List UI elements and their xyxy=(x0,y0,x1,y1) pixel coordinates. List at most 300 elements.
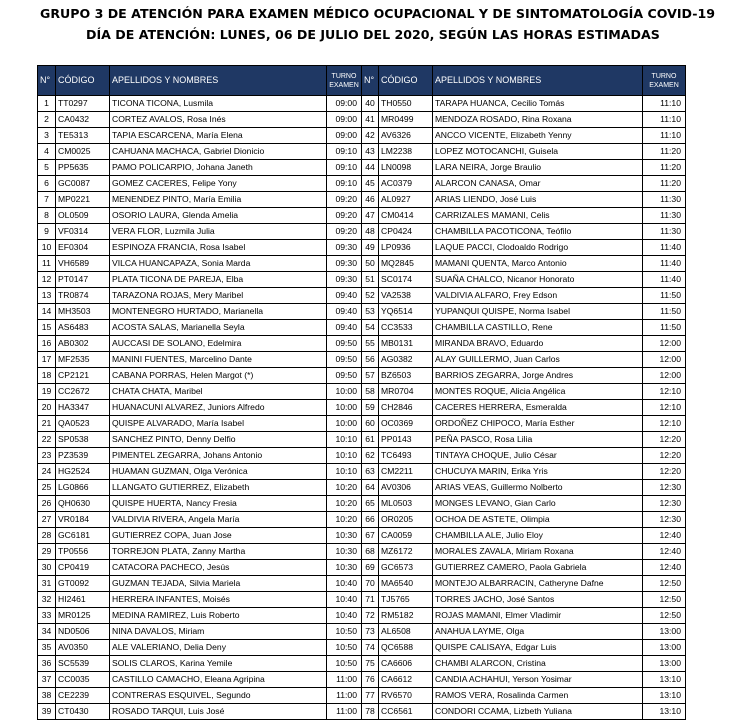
row-number: 16 xyxy=(38,336,56,352)
row-nombre: CORTEZ AVALOS, Rosa Inés xyxy=(110,112,327,128)
row-number: 11 xyxy=(38,256,56,272)
table-row xyxy=(38,544,686,560)
row-nombre: CASTILLO CAMACHO, Eleana Agripina xyxy=(110,672,327,688)
row-turno-right: 11:30 xyxy=(643,208,686,224)
row-codigo-right: CC3533 xyxy=(379,320,433,336)
row-number-right: 44 xyxy=(362,160,379,176)
row-nombre-right: MONGES LEVANO, Gian Carlo xyxy=(433,496,643,512)
row-nombre-right: MAMANI QUENTA, Marco Antonio xyxy=(433,256,643,272)
row-number-right: 53 xyxy=(362,304,379,320)
row-turno-right: 12:30 xyxy=(643,512,686,528)
row-nombre-right: ANAHUA LAYME, Olga xyxy=(433,624,643,640)
row-nombre: PLATA TICONA DE PAREJA, Elba xyxy=(110,272,327,288)
row-turno-right: 12:10 xyxy=(643,384,686,400)
row-number-right: 67 xyxy=(362,528,379,544)
row-number-right: 75 xyxy=(362,656,379,672)
row-turno-right: 13:00 xyxy=(643,640,686,656)
row-nombre: PAMO POLICARPIO, Johana Janeth xyxy=(110,160,327,176)
row-turno-right: 12:00 xyxy=(643,352,686,368)
row-turno: 09:40 xyxy=(327,288,362,304)
row-codigo: EF0304 xyxy=(56,240,110,256)
row-nombre: PIMENTEL ZEGARRA, Johans Antonio xyxy=(110,448,327,464)
row-turno: 09:40 xyxy=(327,320,362,336)
row-nombre-right: ARIAS LIENDO, José Luis xyxy=(433,192,643,208)
row-number: 15 xyxy=(38,320,56,336)
row-turno: 09:10 xyxy=(327,176,362,192)
row-codigo: CA0432 xyxy=(56,112,110,128)
table-row xyxy=(38,464,686,480)
row-codigo-right: RV6570 xyxy=(379,688,433,704)
table-row xyxy=(38,704,686,720)
row-codigo: HA3347 xyxy=(56,400,110,416)
row-turno-right: 11:50 xyxy=(643,288,686,304)
row-turno-right: 11:10 xyxy=(643,112,686,128)
row-nombre-right: QUISPE CALISAYA, Edgar Luis xyxy=(433,640,643,656)
row-codigo: TP0556 xyxy=(56,544,110,560)
row-number: 2 xyxy=(38,112,56,128)
row-codigo: PT0147 xyxy=(56,272,110,288)
row-turno: 09:10 xyxy=(327,160,362,176)
row-number-right: 76 xyxy=(362,672,379,688)
row-codigo-right: MQ2845 xyxy=(379,256,433,272)
row-codigo-right: AG0382 xyxy=(379,352,433,368)
table-row xyxy=(38,384,686,400)
row-number: 1 xyxy=(38,96,56,112)
row-number-right: 43 xyxy=(362,144,379,160)
row-codigo: VH6589 xyxy=(56,256,110,272)
table-row xyxy=(38,224,686,240)
row-turno: 10:50 xyxy=(327,656,362,672)
row-codigo: GC0087 xyxy=(56,176,110,192)
row-nombre-right: MORALES ZAVALA, Miriam Roxana xyxy=(433,544,643,560)
row-number-right: 62 xyxy=(362,448,379,464)
row-nombre-right: GUTIERREZ CAMERO, Paola Gabriela xyxy=(433,560,643,576)
row-turno-right: 12:40 xyxy=(643,560,686,576)
row-nombre: VALDIVIA RIVERA, Angela María xyxy=(110,512,327,528)
row-turno-right: 12:40 xyxy=(643,544,686,560)
row-nombre: TICONA TICONA, Lusmila xyxy=(110,96,327,112)
table-row xyxy=(38,624,686,640)
row-turno-right: 11:40 xyxy=(643,272,686,288)
row-codigo-right: TC6493 xyxy=(379,448,433,464)
table-row xyxy=(38,96,686,112)
row-number-right: 78 xyxy=(362,704,379,720)
table-row xyxy=(38,352,686,368)
row-number-right: 56 xyxy=(362,352,379,368)
row-number-right: 50 xyxy=(362,256,379,272)
row-nombre: QUISPE HUERTA, Nancy Fresia xyxy=(110,496,327,512)
row-codigo: PZ3539 xyxy=(56,448,110,464)
row-number-right: 60 xyxy=(362,416,379,432)
row-codigo-right: CA6606 xyxy=(379,656,433,672)
row-turno: 09:50 xyxy=(327,368,362,384)
row-number-right: 65 xyxy=(362,496,379,512)
row-number: 26 xyxy=(38,496,56,512)
row-nombre: CAHUANA MACHACA, Gabriel Dionicio xyxy=(110,144,327,160)
row-nombre-right: CONDORI CCAMA, Lizbeth Yuliana xyxy=(433,704,643,720)
table-row xyxy=(38,400,686,416)
row-nombre-right: ALAY GUILLERMO, Juan Carlos xyxy=(433,352,643,368)
row-nombre: AUCCASI DE SOLANO, Edelmira xyxy=(110,336,327,352)
row-turno: 09:00 xyxy=(327,128,362,144)
row-codigo-right: CA6612 xyxy=(379,672,433,688)
row-turno-right: 12:40 xyxy=(643,528,686,544)
row-nombre-right: MONTEJO ALBARRACIN, Catheryne Dafne xyxy=(433,576,643,592)
row-turno: 09:30 xyxy=(327,240,362,256)
row-number-right: 66 xyxy=(362,512,379,528)
row-codigo-right: CC6561 xyxy=(379,704,433,720)
row-turno-right: 12:50 xyxy=(643,608,686,624)
row-turno-right: 13:10 xyxy=(643,704,686,720)
row-nombre-right: OCHOA DE ASTETE, Olimpia xyxy=(433,512,643,528)
row-number: 32 xyxy=(38,592,56,608)
row-turno: 10:00 xyxy=(327,400,362,416)
row-number: 35 xyxy=(38,640,56,656)
row-number: 22 xyxy=(38,432,56,448)
row-turno: 10:30 xyxy=(327,544,362,560)
row-nombre: HUANACUNI ALVAREZ, Juniors Alfredo xyxy=(110,400,327,416)
row-codigo: GC6181 xyxy=(56,528,110,544)
row-turno-right: 12:10 xyxy=(643,400,686,416)
table-row xyxy=(38,208,686,224)
row-codigo: MF2535 xyxy=(56,352,110,368)
row-nombre: TORREJON PLATA, Zanny Martha xyxy=(110,544,327,560)
row-nombre-right: VALDIVIA ALFARO, Frey Edson xyxy=(433,288,643,304)
table-row xyxy=(38,176,686,192)
row-turno: 09:40 xyxy=(327,304,362,320)
row-codigo-right: LM2238 xyxy=(379,144,433,160)
row-codigo-right: PP0143 xyxy=(379,432,433,448)
header-num: N° xyxy=(38,66,56,96)
row-codigo-right: SC0174 xyxy=(379,272,433,288)
row-turno-right: 13:10 xyxy=(643,688,686,704)
row-nombre: VILCA HUANCAPAZA, Sonia Marda xyxy=(110,256,327,272)
row-nombre: SOLIS CLAROS, Karina Yemile xyxy=(110,656,327,672)
row-number-right: 45 xyxy=(362,176,379,192)
row-turno: 10:20 xyxy=(327,496,362,512)
row-codigo-right: CP0424 xyxy=(379,224,433,240)
row-number-right: 58 xyxy=(362,384,379,400)
row-nombre-right: CHAMBILLA PACOTICONA, Teófilo xyxy=(433,224,643,240)
row-nombre: OSORIO LAURA, Glenda Amelia xyxy=(110,208,327,224)
row-nombre: SANCHEZ PINTO, Denny Delfio xyxy=(110,432,327,448)
row-turno: 10:50 xyxy=(327,640,362,656)
row-turno: 11:00 xyxy=(327,672,362,688)
row-codigo-right: AV6326 xyxy=(379,128,433,144)
row-codigo: MR0125 xyxy=(56,608,110,624)
row-turno-right: 11:20 xyxy=(643,144,686,160)
row-codigo-right: RM5182 xyxy=(379,608,433,624)
header-turno-right xyxy=(643,66,686,96)
row-number: 24 xyxy=(38,464,56,480)
row-turno-right: 11:40 xyxy=(643,256,686,272)
row-codigo-right: VA2538 xyxy=(379,288,433,304)
row-nombre: GUTIERREZ COPA, Juan Jose xyxy=(110,528,327,544)
row-nombre-right: LOPEZ MOTOCANCHI, Guisela xyxy=(433,144,643,160)
row-number: 31 xyxy=(38,576,56,592)
row-codigo: TT0297 xyxy=(56,96,110,112)
row-turno-right: 11:50 xyxy=(643,320,686,336)
row-turno: 10:00 xyxy=(327,384,362,400)
table-row xyxy=(38,336,686,352)
row-nombre: TAPIA ESCARCENA, María Elena xyxy=(110,128,327,144)
row-number: 25 xyxy=(38,480,56,496)
row-nombre: CHATA CHATA, Maribel xyxy=(110,384,327,400)
row-nombre: ACOSTA SALAS, Marianella Seyla xyxy=(110,320,327,336)
row-number: 9 xyxy=(38,224,56,240)
table-row xyxy=(38,656,686,672)
row-number: 17 xyxy=(38,352,56,368)
row-nombre-right: SUAÑA CHALCO, Nicanor Honorato xyxy=(433,272,643,288)
table-row xyxy=(38,368,686,384)
table-row xyxy=(38,320,686,336)
row-nombre-right: BARRIOS ZEGARRA, Jorge Andres xyxy=(433,368,643,384)
row-turno: 11:00 xyxy=(327,704,362,720)
row-nombre-right: CHUCUYA MARIN, Erika Yris xyxy=(433,464,643,480)
row-turno: 09:50 xyxy=(327,352,362,368)
row-codigo: CC0035 xyxy=(56,672,110,688)
table-row xyxy=(38,528,686,544)
row-nombre: QUISPE ALVARADO, María Isabel xyxy=(110,416,327,432)
row-nombre: TARAZONA ROJAS, Mery Maribel xyxy=(110,288,327,304)
row-turno: 09:30 xyxy=(327,272,362,288)
row-nombre-right: ARIAS VEAS, Guillermo Nolberto xyxy=(433,480,643,496)
header-nombres: APELLIDOS Y NOMBRES xyxy=(110,66,327,96)
row-codigo-right: MR0704 xyxy=(379,384,433,400)
table-row xyxy=(38,192,686,208)
row-nombre-right: ROJAS MAMANI, Elmer Vladimir xyxy=(433,608,643,624)
row-nombre-right: CARRIZALES MAMANI, Celis xyxy=(433,208,643,224)
row-number: 8 xyxy=(38,208,56,224)
row-turno-right: 11:10 xyxy=(643,128,686,144)
row-turno-right: 12:30 xyxy=(643,496,686,512)
row-nombre: LLANGATO GUTIERREZ, Elizabeth xyxy=(110,480,327,496)
header-turno-right-line1: TURNO xyxy=(651,72,677,80)
row-number-right: 42 xyxy=(362,128,379,144)
row-codigo-right: TJ5765 xyxy=(379,592,433,608)
row-codigo: MH3503 xyxy=(56,304,110,320)
row-number-right: 77 xyxy=(362,688,379,704)
table-row xyxy=(38,288,686,304)
row-codigo: VF0314 xyxy=(56,224,110,240)
row-turno: 10:20 xyxy=(327,480,362,496)
row-nombre: HUAMAN GUZMAN, Olga Verónica xyxy=(110,464,327,480)
row-turno: 10:30 xyxy=(327,528,362,544)
row-nombre-right: TARAPA HUANCA, Cecilio Tomás xyxy=(433,96,643,112)
row-turno: 10:50 xyxy=(327,624,362,640)
table-row xyxy=(38,592,686,608)
row-turno: 09:00 xyxy=(327,96,362,112)
row-turno-right: 13:10 xyxy=(643,672,686,688)
row-turno-right: 11:20 xyxy=(643,160,686,176)
row-nombre-right: ORDOÑEZ CHIPOCO, María Esther xyxy=(433,416,643,432)
row-nombre: VERA FLOR, Luzmila Julia xyxy=(110,224,327,240)
row-number-right: 55 xyxy=(362,336,379,352)
row-number: 4 xyxy=(38,144,56,160)
row-nombre-right: CANDIA ACHAHUI, Yerson Yosimar xyxy=(433,672,643,688)
table-row xyxy=(38,688,686,704)
row-number-right: 64 xyxy=(362,480,379,496)
row-nombre: MONTENEGRO HURTADO, Marianella xyxy=(110,304,327,320)
row-number: 29 xyxy=(38,544,56,560)
row-nombre-right: MENDOZA ROSADO, Rina Roxana xyxy=(433,112,643,128)
row-codigo-right: OR0205 xyxy=(379,512,433,528)
row-number: 28 xyxy=(38,528,56,544)
row-codigo: CC2672 xyxy=(56,384,110,400)
row-turno: 09:30 xyxy=(327,256,362,272)
row-codigo-right: AL6508 xyxy=(379,624,433,640)
row-number-right: 47 xyxy=(362,208,379,224)
row-codigo: CP0419 xyxy=(56,560,110,576)
row-number: 6 xyxy=(38,176,56,192)
row-turno-right: 12:50 xyxy=(643,576,686,592)
row-codigo: QA0523 xyxy=(56,416,110,432)
row-turno-right: 12:50 xyxy=(643,592,686,608)
row-turno-right: 12:10 xyxy=(643,416,686,432)
schedule-table xyxy=(37,65,686,720)
row-number-right: 71 xyxy=(362,592,379,608)
row-number: 34 xyxy=(38,624,56,640)
header-turno-line2: EXAMEN xyxy=(329,81,359,89)
row-nombre-right: TORRES JACHO, José Santos xyxy=(433,592,643,608)
row-nombre-right: LARA NEIRA, Jorge Braulio xyxy=(433,160,643,176)
row-codigo-right: CH2846 xyxy=(379,400,433,416)
row-nombre-right: MONTES ROQUE, Alicia Angélica xyxy=(433,384,643,400)
row-codigo: CM0025 xyxy=(56,144,110,160)
row-codigo-right: AL0927 xyxy=(379,192,433,208)
table-body xyxy=(38,96,686,720)
row-nombre: CONTRERAS ESQUIVEL, Segundo xyxy=(110,688,327,704)
row-codigo-right: LP0936 xyxy=(379,240,433,256)
header-turno-right-line2: EXAMEN xyxy=(649,81,679,89)
row-turno: 09:10 xyxy=(327,144,362,160)
row-nombre: CATACORA PACHECO, Jesús xyxy=(110,560,327,576)
row-nombre-right: RAMOS VERA, Rosalinda Carmen xyxy=(433,688,643,704)
row-codigo: QH0630 xyxy=(56,496,110,512)
row-codigo: AB0302 xyxy=(56,336,110,352)
row-codigo-right: CM0414 xyxy=(379,208,433,224)
row-number: 13 xyxy=(38,288,56,304)
row-codigo: SP0538 xyxy=(56,432,110,448)
row-turno-right: 11:40 xyxy=(643,240,686,256)
table-row xyxy=(38,144,686,160)
row-codigo: SC5539 xyxy=(56,656,110,672)
row-codigo-right: MB0131 xyxy=(379,336,433,352)
row-nombre: GUZMAN TEJADA, Silvia Mariela xyxy=(110,576,327,592)
row-number: 12 xyxy=(38,272,56,288)
row-turno-right: 11:10 xyxy=(643,96,686,112)
row-nombre: HERRERA INFANTES, Moisés xyxy=(110,592,327,608)
row-turno-right: 12:20 xyxy=(643,432,686,448)
row-codigo: ND0506 xyxy=(56,624,110,640)
row-turno: 10:10 xyxy=(327,432,362,448)
row-codigo-right: YQ6514 xyxy=(379,304,433,320)
row-nombre: MANINI FUENTES, Marcelino Dante xyxy=(110,352,327,368)
header-num-right: N° xyxy=(362,66,379,96)
row-number-right: 72 xyxy=(362,608,379,624)
row-number: 18 xyxy=(38,368,56,384)
row-turno: 10:10 xyxy=(327,464,362,480)
row-turno: 09:20 xyxy=(327,192,362,208)
row-codigo-right: MR0499 xyxy=(379,112,433,128)
row-nombre-right: CHAMBI ALARCON, Cristina xyxy=(433,656,643,672)
row-nombre-right: MIRANDA BRAVO, Eduardo xyxy=(433,336,643,352)
row-nombre-right: CHAMBILLA ALE, Julio Eloy xyxy=(433,528,643,544)
row-turno-right: 12:30 xyxy=(643,480,686,496)
row-nombre-right: PEÑA PASCO, Rosa Lilia xyxy=(433,432,643,448)
row-codigo-right: TH0550 xyxy=(379,96,433,112)
table-row xyxy=(38,416,686,432)
row-number-right: 52 xyxy=(362,288,379,304)
row-number-right: 63 xyxy=(362,464,379,480)
row-nombre: ALE VALERIANO, Delia Deny xyxy=(110,640,327,656)
row-turno-right: 13:00 xyxy=(643,656,686,672)
row-codigo: CP2121 xyxy=(56,368,110,384)
row-nombre-right: CACERES HERRERA, Esmeralda xyxy=(433,400,643,416)
row-number: 30 xyxy=(38,560,56,576)
row-turno-right: 12:00 xyxy=(643,336,686,352)
row-number: 23 xyxy=(38,448,56,464)
row-turno: 10:40 xyxy=(327,576,362,592)
table-row xyxy=(38,512,686,528)
row-codigo: OL0509 xyxy=(56,208,110,224)
table-header-row xyxy=(38,66,686,96)
row-codigo-right: GC6573 xyxy=(379,560,433,576)
document-title: GRUPO 3 DE ATENCIÓN PARA EXAMEN MÉDICO OCUPACIONAL Y DE SINTOMATOLOGÍA COVID-19 xyxy=(40,6,715,21)
header-turno xyxy=(327,66,362,96)
row-codigo-right: MZ6172 xyxy=(379,544,433,560)
row-turno: 09:20 xyxy=(327,208,362,224)
row-number-right: 74 xyxy=(362,640,379,656)
row-number: 33 xyxy=(38,608,56,624)
table-row xyxy=(38,304,686,320)
row-turno-right: 11:30 xyxy=(643,192,686,208)
row-number: 3 xyxy=(38,128,56,144)
row-number-right: 46 xyxy=(362,192,379,208)
row-turno: 09:00 xyxy=(327,112,362,128)
row-turno: 10:00 xyxy=(327,416,362,432)
row-number: 5 xyxy=(38,160,56,176)
row-turno-right: 11:30 xyxy=(643,224,686,240)
row-turno-right: 12:00 xyxy=(643,368,686,384)
row-nombre: GOMEZ CACERES, Felipe Yony xyxy=(110,176,327,192)
row-turno: 10:40 xyxy=(327,608,362,624)
table-row xyxy=(38,672,686,688)
row-turno-right: 13:00 xyxy=(643,624,686,640)
row-codigo: TE5313 xyxy=(56,128,110,144)
row-number: 7 xyxy=(38,192,56,208)
row-number: 37 xyxy=(38,672,56,688)
row-codigo: LG0866 xyxy=(56,480,110,496)
row-number-right: 57 xyxy=(362,368,379,384)
document-subtitle: DÍA DE ATENCIÓN: LUNES, 06 DE JULIO DEL 2020, SEGÚN LAS HORAS ESTIMADAS xyxy=(86,27,660,42)
row-codigo-right: AV0306 xyxy=(379,480,433,496)
table-row xyxy=(38,608,686,624)
row-nombre: MEDINA RAMIREZ, Luis Roberto xyxy=(110,608,327,624)
table-row xyxy=(38,560,686,576)
row-codigo: PP5635 xyxy=(56,160,110,176)
row-number: 21 xyxy=(38,416,56,432)
row-turno-right: 12:20 xyxy=(643,448,686,464)
row-codigo: GT0092 xyxy=(56,576,110,592)
table-row xyxy=(38,496,686,512)
row-codigo-right: AC0379 xyxy=(379,176,433,192)
row-number-right: 61 xyxy=(362,432,379,448)
row-nombre-right: LAQUE PACCI, Clodoaldo Rodrigo xyxy=(433,240,643,256)
row-nombre: ROSADO TARQUI, Luis José xyxy=(110,704,327,720)
row-nombre-right: TINTAYA CHOQUE, Julio César xyxy=(433,448,643,464)
row-number: 10 xyxy=(38,240,56,256)
